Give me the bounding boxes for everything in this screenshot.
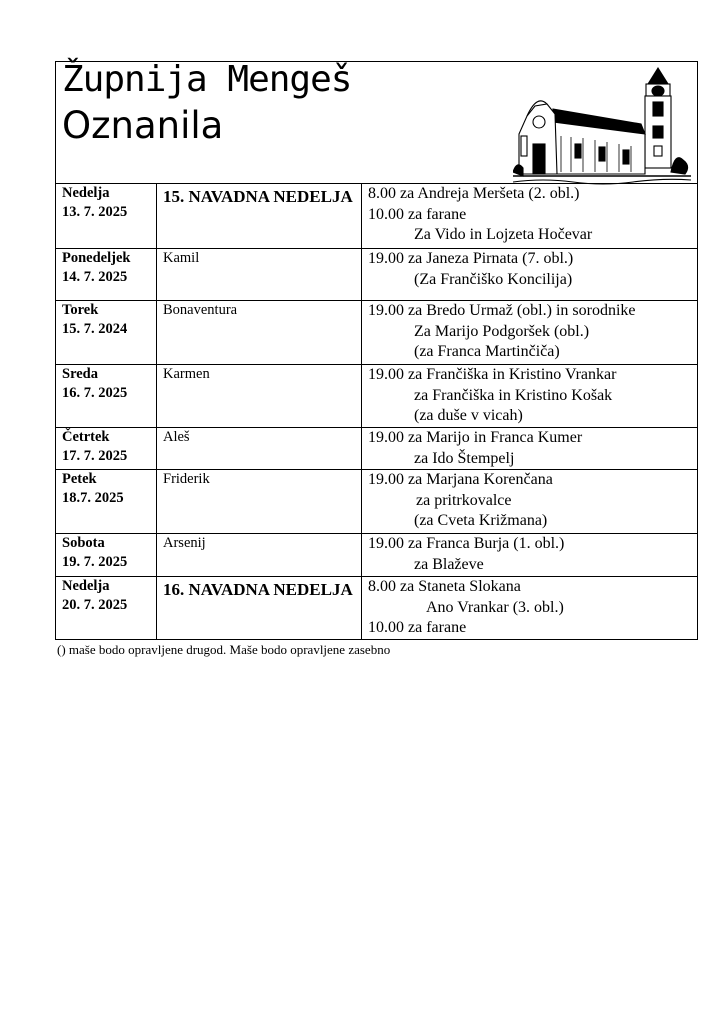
announcement-sheet <box>55 61 698 658</box>
mass-line: Za Marijo Podgoršek (obl.) <box>414 322 590 340</box>
mass-line: Ano Vrankar (3. obl.) <box>426 598 564 616</box>
table-row <box>56 249 698 301</box>
day-name: Torek <box>62 302 99 318</box>
day-date: 14. 7. 2025 <box>62 269 128 285</box>
day-name: Četrtek <box>62 429 110 445</box>
mass-line: 19.00 za Frančiška in Kristino Vrankar <box>368 366 617 383</box>
saint-name: Karmen <box>157 365 362 428</box>
table-row <box>56 365 698 428</box>
day-date: 19. 7. 2025 <box>62 554 128 570</box>
church-illustration-icon <box>513 64 691 190</box>
mass-line: 19.00 za Janeza Pirnata (7. obl.) <box>368 250 574 267</box>
header-box <box>55 61 698 183</box>
mass-line: za Ido Štempelj <box>414 449 515 467</box>
day-name: Sreda <box>62 366 98 382</box>
day-date: 18.7. 2025 <box>62 490 124 506</box>
mass-line: za pritrkovalce <box>416 491 512 509</box>
feast-name: 16. NAVADNA NEDELJA <box>157 577 362 640</box>
mass-line: 19.00 za Bredo Urmaž (obl.) in sorodnike <box>368 302 636 319</box>
mass-line: (za duše v vicah) <box>414 407 523 424</box>
day-date: 20. 7. 2025 <box>62 597 128 613</box>
day-name: Nedelja <box>62 578 110 594</box>
table-row <box>56 577 698 640</box>
saint-name: Arsenij <box>157 534 362 577</box>
mass-schedule-table <box>55 183 698 640</box>
parish-title: Župnija Mengeš <box>62 59 352 100</box>
table-row <box>56 301 698 365</box>
mass-line: 10.00 za farane <box>368 619 467 636</box>
footnote: () maše bodo opravljene drugod. Maše bodo opravljene zasebno <box>57 642 391 657</box>
mass-line: (za Franca Martinčiča) <box>414 343 560 360</box>
feast-name: 15. NAVADNA NEDELJA <box>157 184 362 249</box>
table-row <box>56 184 698 249</box>
mass-line: za Frančiška in Kristino Košak <box>414 386 613 404</box>
mass-line: Za Vido in Lojzeta Hočevar <box>414 226 593 243</box>
day-date: 17. 7. 2025 <box>62 448 128 464</box>
mass-line: (Za Frančiško Koncilija) <box>414 270 573 288</box>
table-row <box>56 470 698 534</box>
table-row <box>56 428 698 470</box>
saint-name: Kamil <box>157 249 362 301</box>
day-name: Petek <box>62 471 97 487</box>
saint-name: Friderik <box>157 470 362 534</box>
mass-line: 19.00 za Marijo in Franca Kumer <box>368 429 583 446</box>
day-date: 16. 7. 2025 <box>62 385 128 401</box>
mass-line: 8.00 za Andreja Meršeta (2. obl.) <box>368 185 580 202</box>
day-date: 15. 7. 2024 <box>62 321 128 337</box>
mass-line: 10.00 za farane <box>368 205 467 223</box>
mass-line: (za Cveta Križmana) <box>414 512 548 529</box>
saint-name: Aleš <box>157 428 362 470</box>
page-subtitle: Oznanila <box>62 104 224 147</box>
saint-name: Bonaventura <box>157 301 362 365</box>
day-name: Sobota <box>62 535 105 551</box>
mass-line: 19.00 za Franca Burja (1. obl.) <box>368 535 565 552</box>
day-date: 13. 7. 2025 <box>62 204 128 220</box>
day-name: Ponedeljek <box>62 250 131 266</box>
day-name: Nedelja <box>62 185 110 201</box>
mass-line: 8.00 za Staneta Slokana <box>368 578 521 595</box>
mass-line: za Blaževe <box>414 555 484 573</box>
mass-line: 19.00 za Marjana Korenčana <box>368 471 553 488</box>
table-row <box>56 534 698 577</box>
